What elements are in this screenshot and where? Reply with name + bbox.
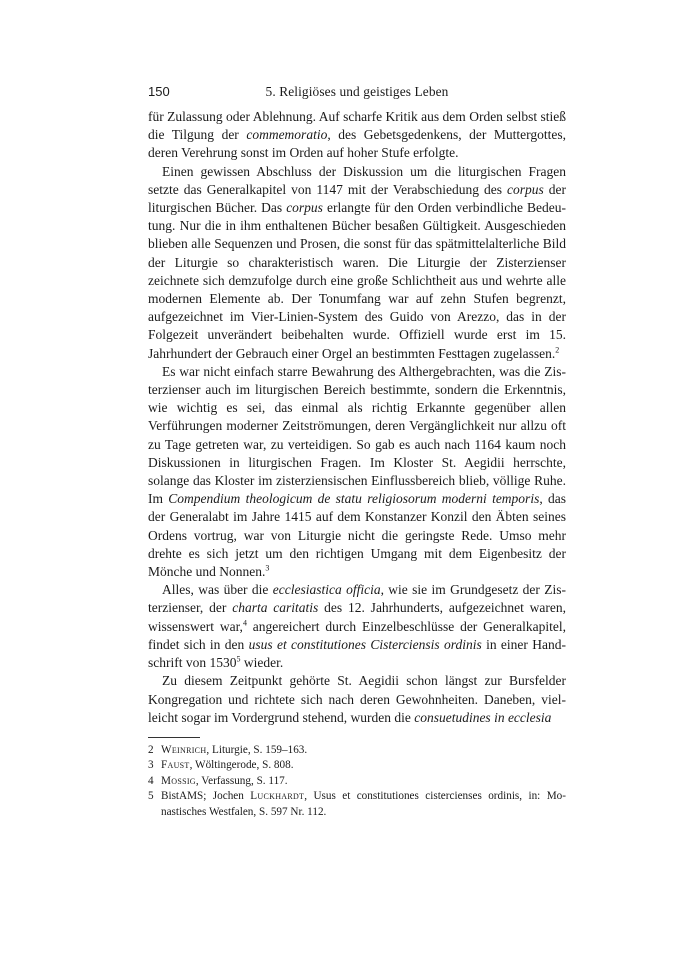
text-run: des 12. Jahrhunderts, aufgezeichnet waren, wissenswert war, <box>148 600 567 634</box>
paragraph <box>148 672 566 727</box>
main-text <box>148 108 566 727</box>
text-run: , Wöltingerode, S. 808. <box>189 759 294 772</box>
book-page <box>148 84 566 820</box>
text-run: Alles, was über die <box>162 582 273 598</box>
footnote-text <box>161 758 566 773</box>
text-run: Es war nicht einfach starre Bewahrung des Althergebrachten, was die Zisterzienser auch im liturgischen Bereich bestimmte, sondern die Erkenntnis, wie wichtig es sei, das einmal als richtig Erkannte gegenüber allen Verführungen moderner Zeitströmungen, deren Vergänglichkeit nur allzu oft zu Tage getreten war, zu verteidigen. So gab es auch nach 1164 kaum noch Diskussionen in liturgischen Fragen. Im Kloster St. Aegidii herrschte, solange das Kloster im zisterziensischen Einflussbereich blieb, völlige Ruhe. Im <box>148 363 566 507</box>
paragraph <box>148 363 566 581</box>
text-run: Einen gewissen Abschluss der Diskussion um die liturgischen Fragen setzte das Generalkapitel von 1147 mit der Verabschiedung des <box>148 163 566 197</box>
author-name: Faust <box>161 759 190 772</box>
text-run: , wie sie im Grundgesetz der Zisterzienser, der <box>148 582 567 616</box>
italic-text: corpus <box>507 181 544 197</box>
text-run: wieder. <box>240 655 284 671</box>
author-name: Luckhardt <box>250 790 305 803</box>
italic-text: charta caritatis <box>232 600 319 616</box>
footnote-divider <box>148 737 200 738</box>
footnote <box>148 789 566 820</box>
text-run: der liturgischen Bücher. Das <box>148 181 566 216</box>
footnote-number: 4 <box>148 774 154 787</box>
page-number: 150 <box>148 84 170 99</box>
running-header <box>148 84 566 106</box>
italic-text: consuetudines in ecclesia <box>414 709 552 725</box>
footnote-number: 3 <box>148 759 154 772</box>
italic-text: usus et constitutiones Cisterciensis ordinis <box>248 636 482 652</box>
text-run: , Liturgie, S. 159–163. <box>206 743 308 756</box>
footnote-text <box>161 774 566 789</box>
author-name: Mossig <box>161 774 196 787</box>
text-run: Zu diesem Zeitpunkt gehörte St. Aegidii schon längst zur Bursfelder Kongregation und richtete sich nach deren Gewohnheiten. Daneben, vielleicht sogar im Vordergrund stehend, wurden die <box>148 673 566 725</box>
paragraph <box>148 108 566 163</box>
footnote-ref: 3 <box>265 563 270 573</box>
italic-text: commemoratio <box>246 127 328 143</box>
footnote-ref: 5 <box>236 654 241 664</box>
footnote-ref: 4 <box>242 618 247 628</box>
footnote <box>148 758 566 773</box>
text-run: , Usus et constitutiones cistercienses ordinis, in: Monastisches Westfalen, S. 597 Nr. 112. <box>161 790 566 818</box>
text-run: in einer Handschrift von 1530 <box>148 636 566 671</box>
footnote-text <box>161 789 566 820</box>
text-run: , Verfassung, S. 117. <box>195 774 288 787</box>
text-run: erlangte für den Orden verbindliche Bedeutung. Nur die in ihm enthaltenen Bücher besaßen Gültigkeit. Ausgeschieden blieben alle Sequenzen und Prosen, die sonst für das spätmittelalterliche Bild der Liturgie so charakteristisch waren. Die Liturgie der Zisterzienser zeichnete sich demzufolge durch eine große Schlichtheit aus und wehrte alle modernen Elemente ab. Der Tonumfang war auf zehn Stufen begrenzt, aufgezeichnet im Vier-Linien-System des Guido von Arezzo, das in der Folgezeit unverändert beibehalten wurde. Offiziell wurde erst im 15. Jahrhundert der Gebrauch einer Orgel an bestimmten Festtagen zugelassen. <box>148 200 566 361</box>
paragraph <box>148 581 566 672</box>
footnotes <box>148 743 566 820</box>
text-run: angereichert durch Einzelbeschlüsse der Generalkapitel, findet sich in den <box>148 618 567 652</box>
text-run: , das der Generalabt im Jahre 1415 auf dem Konstanzer Konzil den Äbten seines Ordens vortrug, war von Liturgie nicht die geringste Rede. Umso mehr drehte es sich jetzt um den richtigen Umgang mit dem Eigenbesitz der Mönche und Nonnen. <box>148 491 566 580</box>
footnote <box>148 774 566 789</box>
footnote-text <box>161 743 566 758</box>
text-run: für Zulassung oder Ablehnung. Auf scharfe Kritik aus dem Orden selbst stieß die Tilgung der <box>148 109 566 143</box>
italic-text: Compendium theologicum de statu religiosorum moderni temporis <box>168 491 540 507</box>
text-run: BistAMS; Jochen <box>161 790 251 803</box>
author-name: Weinrich <box>161 743 207 756</box>
italic-text: ecclesiastica officia <box>272 582 381 598</box>
footnote <box>148 743 566 758</box>
footnote-ref: 2 <box>555 345 560 355</box>
running-title: 5. Religiöses und geistiges Leben <box>265 84 449 99</box>
text-run: , des Gebetsgedenkens, der Muttergottes, deren Verehrung sonst im Orden auf hoher Stufe erfolgte. <box>148 127 566 161</box>
footnote-number: 5 <box>148 790 154 803</box>
paragraph <box>148 163 566 363</box>
footnote-number: 2 <box>148 743 154 756</box>
italic-text: corpus <box>286 200 323 216</box>
